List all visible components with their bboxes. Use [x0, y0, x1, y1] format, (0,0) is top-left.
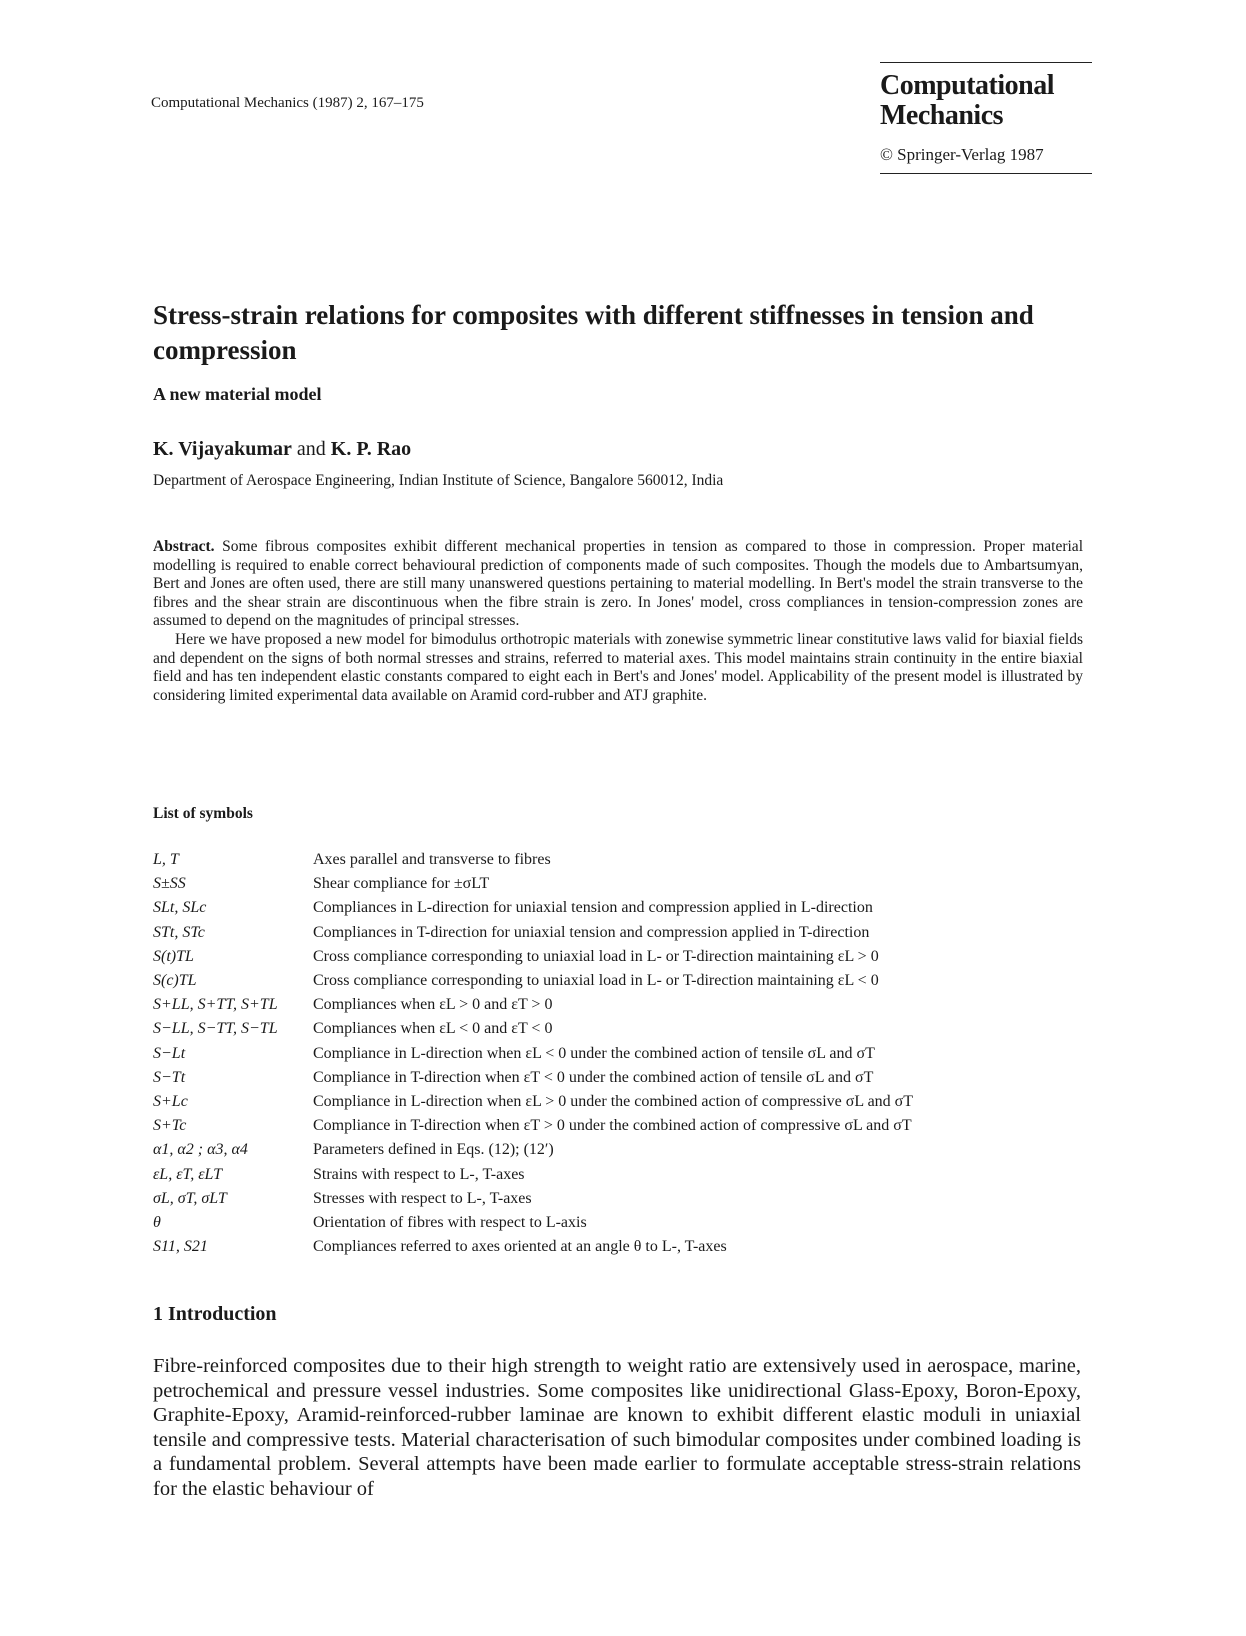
- symbol-row: [153, 1162, 1093, 1186]
- abstract-paragraph-2: Here we have proposed a new model for bimodulus orthotropic materials with zonewise symmetric linear constitutive laws valid for biaxial fields and dependent on the signs of both normal stresses and strains, referred to material axes. This model maintains strain continuity in the entire biaxial field and has ten independent elastic constants compared to eight each in Bert's and Jones' model. Applicability of the present model is illustrated by considering limited experimental data available on Aramid cord-rubber and ATJ graphite.: [153, 630, 1083, 704]
- symbol-description: Axes parallel and transverse to fibres: [313, 851, 551, 869]
- abstract-paragraph-1: [153, 538, 1083, 631]
- symbol-description: Compliance in L-direction when εL < 0 under the combined action of tensile σL and σT: [313, 1044, 875, 1062]
- copyright-notice: © Springer-Verlag 1987: [880, 145, 1044, 164]
- symbol-row: [153, 872, 1093, 896]
- symbol-row: [153, 993, 1093, 1017]
- symbol-term: S+Tc: [153, 1117, 187, 1135]
- symbol-description: Shear compliance for ±σLT: [313, 875, 490, 893]
- affiliation: Department of Aerospace Engineering, Indian Institute of Science, Bangalore 560012, India: [153, 472, 724, 489]
- abstract-label: Abstract.: [153, 538, 215, 555]
- symbol-description: Orientation of fibres with respect to L-axis: [313, 1213, 587, 1231]
- symbol-term: S+LL, S+TT, S+TL: [153, 996, 278, 1014]
- symbol-description: Compliance in L-direction when εL > 0 under the combined action of compressive σL and σT: [313, 1092, 914, 1110]
- symbol-description: Cross compliance corresponding to uniaxial load in L- or T-direction maintaining εL > 0: [313, 947, 879, 965]
- symbol-term: S(c)TL: [153, 972, 197, 990]
- symbol-term: L, T: [153, 851, 179, 869]
- symbol-description: Parameters defined in Eqs. (12); (12′): [313, 1141, 554, 1159]
- symbol-description: Cross compliance corresponding to uniaxial load in L- or T-direction maintaining εL < 0: [313, 972, 879, 990]
- symbols-heading: List of symbols: [153, 805, 253, 822]
- symbol-term: S±SS: [153, 875, 186, 893]
- symbol-term: S−Tt: [153, 1068, 186, 1086]
- journal-masthead: [880, 62, 1092, 174]
- introduction-paragraph: Fibre-reinforced composites due to their high strength to weight ratio are extensively used in aerospace, marine, petrochemical and pressure vessel industries. Some composites like unidirectional Glass-Epoxy, Boron-Epoxy, Graphite-Epoxy, Aramid-reinforced-rubber laminae are known to exhibit different elastic moduli in uniaxial tensile and compressive tests. Material characterisation of such bimodular composites under combined loading is a fundamental problem. Several attempts have been made earlier to formulate acceptable stress-strain relations for the elastic behaviour of: [153, 1355, 1081, 1500]
- masthead-rule-top: [880, 62, 1092, 63]
- symbol-description: Compliances in T-direction for uniaxial tension and compression applied in T-direction: [313, 923, 870, 941]
- symbol-term: STt, STc: [153, 923, 205, 941]
- symbol-term: S+Lc: [153, 1092, 188, 1110]
- symbol-row: [153, 1187, 1093, 1211]
- symbol-term: SLt, SLc: [153, 899, 207, 917]
- symbol-row: [153, 1235, 1093, 1259]
- author-line: [153, 438, 411, 461]
- author-conjunction: and: [296, 438, 326, 460]
- journal-reference: Computational Mechanics (1987) 2, 167–175: [151, 95, 424, 111]
- author-2: K. P. Rao: [330, 438, 412, 460]
- symbol-description: Stresses with respect to L-, T-axes: [313, 1189, 532, 1207]
- symbol-term: S(t)TL: [153, 947, 194, 965]
- abstract-text-1: Some fibrous composites exhibit different mechanical properties in tension as compared to those in compression. Proper material modelling is required to enable correct behavioural prediction of components made of such composites. Though the models due to Ambartsumyan, Bert and Jones are often used, there are still many unanswered questions pertaining to material modelling. In Bert's model the strain transverse to the fibres and the shear strain are discontinuous when the fibre strain is zero. In Jones' model, cross compliances in tension-compression zones are assumed to depend on the magnitudes of principal stresses.: [153, 538, 1083, 630]
- symbol-description: Compliance in T-direction when εT > 0 under the combined action of compressive σL and σT: [313, 1117, 912, 1135]
- article-subtitle: A new material model: [153, 384, 322, 404]
- article-title: Stress-strain relations for composites with different stiffnesses in tension and compression: [153, 300, 1034, 365]
- symbol-row: [153, 945, 1093, 969]
- symbol-term: S−Lt: [153, 1044, 186, 1062]
- symbol-description: Strains with respect to L-, T-axes: [313, 1165, 525, 1183]
- symbol-term: εL, εT, εLT: [153, 1165, 222, 1183]
- symbol-description: Compliances in L-direction for uniaxial tension and compression applied in L-direction: [313, 899, 873, 917]
- symbol-row: [153, 1114, 1093, 1138]
- section-heading: 1 Introduction: [153, 1303, 277, 1325]
- symbol-description: Compliances when εL > 0 and εT > 0: [313, 996, 553, 1014]
- introduction-body: [153, 1354, 1081, 1501]
- symbol-row: [153, 969, 1093, 993]
- symbol-term: α1, α2 ; α3, α4: [153, 1141, 248, 1159]
- symbol-row: [153, 848, 1093, 872]
- symbol-row: [153, 1211, 1093, 1235]
- author-1: K. Vijayakumar: [153, 438, 292, 460]
- symbol-description: Compliances referred to axes oriented at an angle θ to L-, T-axes: [313, 1238, 727, 1256]
- journal-name-line2: Mechanics: [880, 100, 1004, 131]
- symbol-description: Compliance in T-direction when εT < 0 under the combined action of tensile σL and σT: [313, 1068, 874, 1086]
- symbol-row: [153, 921, 1093, 945]
- masthead-rule-bottom: [880, 173, 1092, 174]
- symbol-row: [153, 896, 1093, 920]
- symbol-term: θ: [153, 1213, 161, 1231]
- journal-name-line1: Computational: [880, 70, 1054, 101]
- abstract: [153, 538, 1083, 705]
- symbol-term: S−LL, S−TT, S−TL: [153, 1020, 278, 1038]
- symbol-term: S11, S21: [153, 1238, 208, 1256]
- symbols-list: [153, 848, 1093, 1259]
- symbol-row: [153, 1090, 1093, 1114]
- symbol-description: Compliances when εL < 0 and εT < 0: [313, 1020, 553, 1038]
- symbol-row: [153, 1042, 1093, 1066]
- symbol-row: [153, 1066, 1093, 1090]
- symbol-row: [153, 1017, 1093, 1041]
- symbol-term: σL, σT, σLT: [153, 1189, 227, 1207]
- symbol-row: [153, 1138, 1093, 1162]
